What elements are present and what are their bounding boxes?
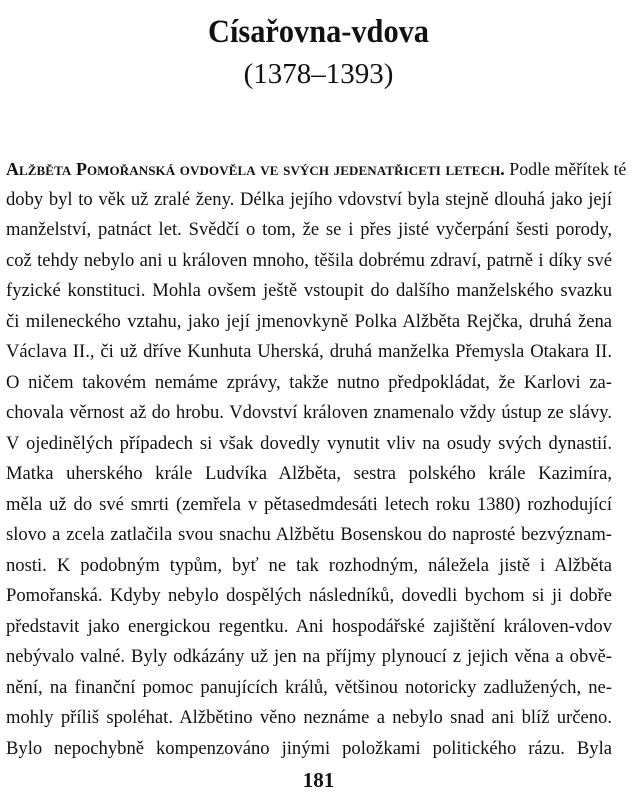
body-line: [6, 154, 627, 185]
body-line: doby byl to věk už zralé ženy. Délka jejího vdovství byla stejně dlouhá jako její: [6, 188, 612, 210]
body-line: manželství, patnáct let. Svědčí o tom, že se i přes jisté vyčerpání šesti porody,: [6, 219, 612, 240]
body-text: [6, 154, 627, 764]
body-line: představit jako energickou regentku. Ani hospodářské zajištění královen-vdov: [6, 615, 612, 637]
body-line: měla už do své smrti (zemřela v pětasedmdesáti letech roku 1380) rozhodující: [6, 493, 612, 515]
chapter-years: (1378–1393): [243, 58, 394, 90]
body-line: chovala věrnost až do hrobu. Vdovství královen znamenalo vždy ústup ze slávy.: [6, 402, 612, 423]
page-number: 181: [302, 768, 335, 792]
body-line: slovo a zcela zatlačila svou snachu Alžbětu Bosenskou do naprosté bezvýznam-: [6, 524, 612, 545]
body-line: Václava II., či už dříve Kunhuta Uherská, druhá manželka Přemysla Otakara II.: [6, 341, 612, 362]
chapter-title: Císařovna-vdova: [208, 14, 429, 50]
body-line: nění, na finanční pomoc panujících králů, většinou notoricky zadlužených, ne-: [6, 676, 612, 698]
body-line: nebývalo valné. Byly odkázány už jen na příjmy plynoucí z jejich věna a obvě-: [6, 646, 612, 667]
body-line: což tehdy nebylo ani u královen mnoho, těšila dobrému zdraví, patrně i díky své: [6, 249, 612, 271]
body-line: Bylo nepochybně kompenzováno jinými položkami politického rázu. Byla: [6, 737, 612, 759]
body-line: nosti. K podobným typům, byť ne tak rozhodným, náležela jistě i Alžběta: [6, 554, 612, 576]
body-line: V ojedinělých případech si však dovedly vynutit vliv na osudy svých dynastií.: [6, 432, 612, 454]
body-line: O ničem takovém nemáme zprávy, takže nutno předpokládat, že Karlovi za-: [6, 371, 612, 393]
body-line: Matka uherského krále Ludvíka Alžběta, sestra polského krále Kazimíra,: [6, 463, 612, 484]
body-line-fragment: Podle měřítek té: [504, 159, 627, 179]
body-line: fyzické konstituci. Mohla ovšem ještě vstoupit do dalšího manželského svazku: [6, 280, 612, 301]
body-line: mohly příliš spoléhat. Alžbětino věno neznáme a nebylo snad ani blíž určeno.: [6, 707, 612, 728]
body-line: Pomořanská. Kdyby nebylo dospělých následníků, dovedli bychom si ji dobře: [6, 585, 612, 606]
lead-in-small-caps: Alžběta Pomořanská ovdověla ve svých jedenatřiceti letech.: [6, 159, 505, 179]
body-line: či mileneckého vztahu, jako její jmenovkyně Polka Alžběta Rejčka, druhá žena: [6, 310, 612, 332]
